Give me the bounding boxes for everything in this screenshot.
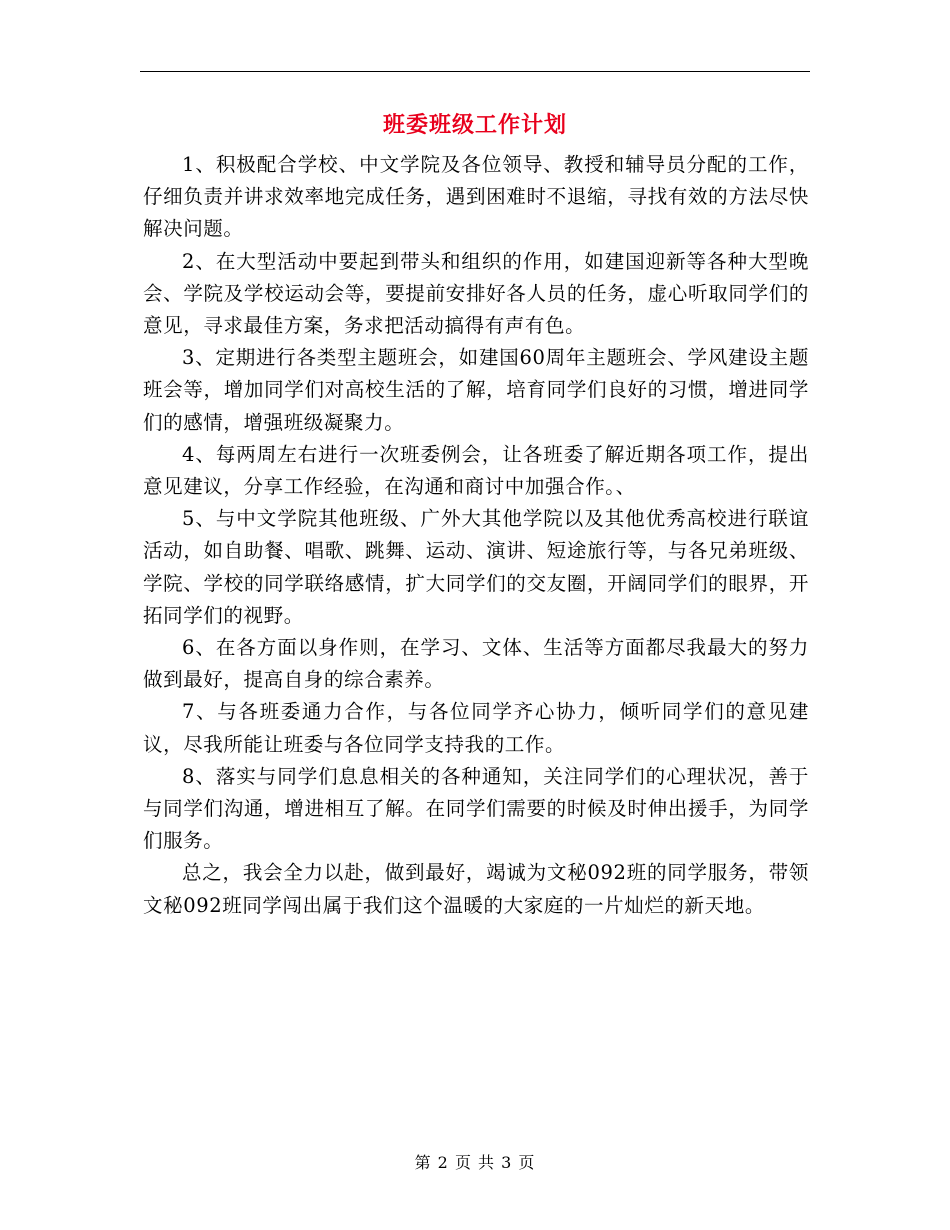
paragraph-8: 8、落实与同学们息息相关的各种通知，关注同学们的心理状况，善于与同学们沟通，增进相互了解。在同学们需要的时候及时伸出援手，为同学们服务。 (143, 764, 809, 853)
paragraph-1: 1、积极配合学校、中文学院及各位领导、教授和辅导员分配的工作，仔细负责并讲求效率地完成任务，遇到困难时不退缩，寻找有效的方法尽快解决问题。 (143, 153, 809, 241)
paragraph-2: 2、在大型活动中要起到带头和组织的作用，如建国迎新等各种大型晚会、学院及学校运动会等，要提前安排好各人员的任务，虚心听取同学们的意见，寻求最佳方案，务求把活动搞得有声有色。 (143, 249, 809, 338)
paragraph-6: 6、在各方面以身作则，在学习、文体、生活等方面都尽我最大的努力做到最好，提高自身的综合素养。 (143, 636, 809, 692)
header-rule (140, 71, 810, 72)
paragraph-7: 7、与各班委通力合作，与各位同学齐心协力，倾听同学们的意见建议，尽我所能让班委与各位同学支持我的工作。 (143, 700, 809, 756)
paragraph-4: 4、每两周左右进行一次班委例会，让各班委了解近期各项工作，提出意见建议，分享工作经验，在沟通和商讨中加强合作。、 (143, 442, 809, 499)
page-number-footer: 第 2 页 共 3 页 (414, 1153, 536, 1172)
paragraph-5: 5、与中文学院其他班级、广外大其他学院以及其他优秀高校进行联谊活动，如自助餐、唱歌、跳舞、运动、演讲、短途旅行等，与各兄弟班级、学院、学校的同学联络感情，扩大同学们的交友圈，开阔同学们的眼界，开拓同学们的视野。 (143, 507, 809, 627)
document-title: 班委班级工作计划 (382, 112, 567, 138)
paragraph-3: 3、定期进行各类型主题班会，如建国60周年主题班会、学风建设主题班会等，增加同学们对高校生活的了解，培育同学们良好的习惯，增进同学们的感情，增强班级凝聚力。 (143, 346, 809, 434)
document-body (143, 149, 809, 922)
paragraph-conclusion: 总之，我会全力以赴，做到最好，竭诚为文秘092班的同学服务，带领文秘092班同学闯出属于我们这个温暖的大家庭的一片灿烂的新天地。 (143, 861, 809, 917)
